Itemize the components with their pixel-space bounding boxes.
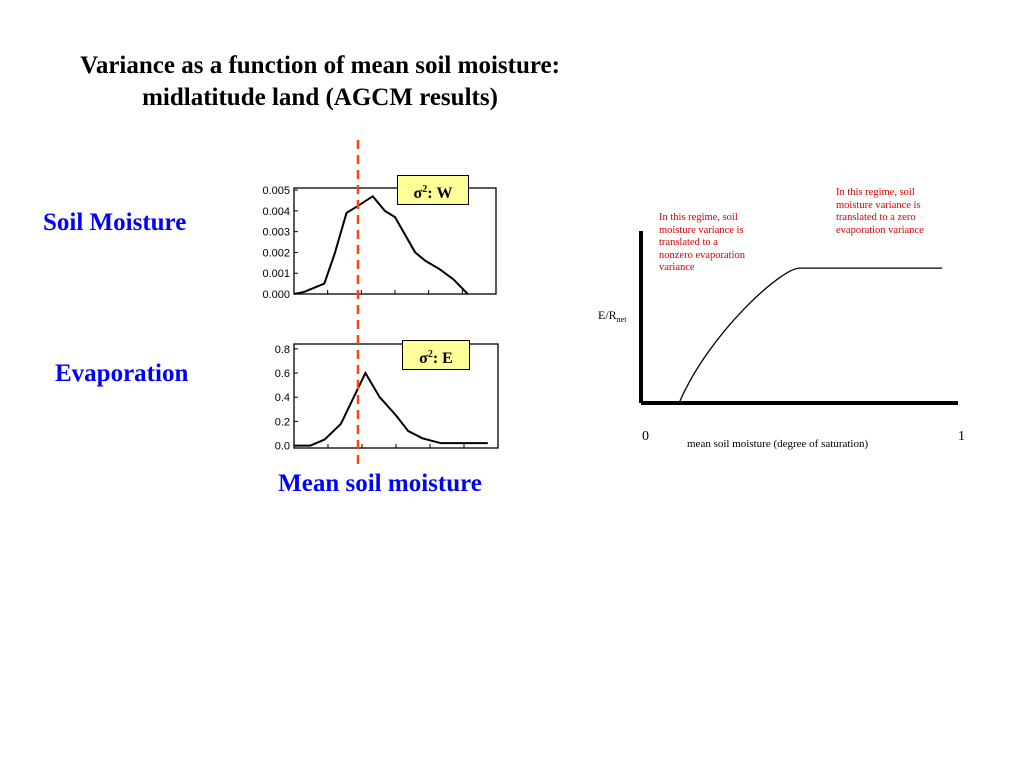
- sigma-w-sup: 2: [422, 184, 428, 195]
- x-tick-1: 1: [958, 429, 965, 444]
- y-tick-label: 0.004: [262, 205, 290, 218]
- sigma-e-box: [402, 340, 470, 370]
- sigma-w-symbol: σ: [413, 185, 423, 202]
- y-tick-label: 0.4: [274, 392, 290, 405]
- series-line: [294, 373, 488, 446]
- sigma-e-sup: 2: [427, 349, 433, 360]
- y-axis-label-sub: net: [616, 315, 627, 324]
- evaporation-curve: [679, 268, 942, 403]
- sigma-w-box: [397, 175, 469, 205]
- y-tick-label: 0.001: [262, 268, 290, 281]
- sigma-e-symbol: σ: [419, 350, 428, 367]
- y-tick-label: 0.003: [262, 226, 290, 239]
- y-tick-label: 0.005: [262, 185, 290, 198]
- schematic-y-axis-label: [598, 308, 626, 324]
- y-axis-label-main: E/R: [598, 308, 617, 322]
- annotation-zero-regime: In this regime, soil moisture variance is translated to a zero evaporation variance: [836, 187, 924, 236]
- y-tick-label: 0.6: [274, 368, 290, 381]
- schematic-x-axis-label: mean soil moisture (degree of saturation): [687, 438, 869, 450]
- sigma-e-suffix: : E: [432, 350, 453, 367]
- soil-moisture-variance-chart: [250, 180, 522, 300]
- y-tick-label: 0.8: [274, 343, 290, 356]
- slide-title: [0, 50, 640, 114]
- title-line-1: Variance as a function of mean soil moisture:: [80, 52, 560, 79]
- series-line: [294, 196, 468, 294]
- x-tick-0: 0: [642, 429, 649, 444]
- mean-soil-moisture-marker-line: [352, 140, 364, 470]
- title-line-2: midlatitude land (AGCM results): [142, 84, 498, 111]
- annotation-nonzero-regime: In this regime, soil moisture variance is translated to a nonzero evaporation variance: [659, 212, 746, 273]
- mean-soil-moisture-label: Mean soil moisture: [278, 470, 482, 497]
- y-tick-label: 0.2: [274, 416, 290, 429]
- evaporation-label: Evaporation: [55, 360, 189, 387]
- sigma-w-suffix: : W: [427, 185, 453, 202]
- y-tick-label: 0.000: [262, 289, 290, 300]
- y-tick-label: 0.002: [262, 247, 290, 260]
- soil-moisture-label: Soil Moisture: [43, 209, 187, 236]
- y-tick-label: 0.0: [274, 440, 290, 453]
